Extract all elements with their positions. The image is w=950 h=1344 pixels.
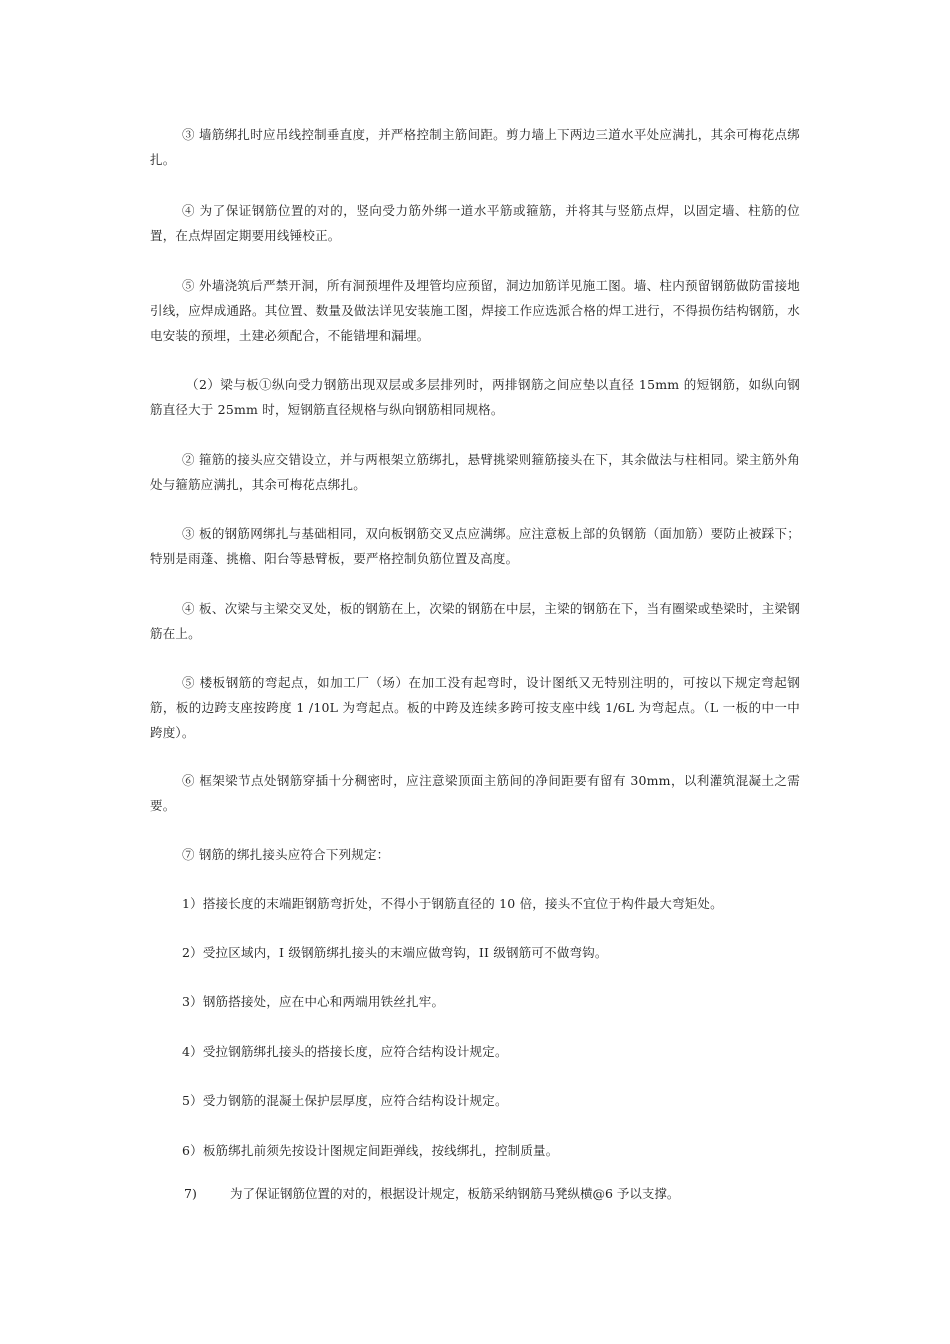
paragraph-slab-bend-points: ⑤ 楼板钢筋的弯起点，如加工厂（场）在加工没有起弯时，设计图纸又无特别注明的，可按以下规定弯起钢筋，板的边跨支座按跨度 1 /10L 为弯起点。板的中跨及连续多跨可按支座中线 1/6L 为弯起点。（L 一板的中一中跨度）。 (150, 675, 800, 740)
list-item-7 (184, 1181, 679, 1206)
list-item-3: 3）钢筋搭接处，应在中心和两端用铁丝扎牢。 (182, 994, 445, 1009)
paragraph-binding-joint-rules: ⑦ 钢筋的绑扎接头应符合下列规定： (182, 847, 390, 862)
list-item-1: 1）搭接长度的末端距钢筋弯折处，不得小于钢筋直径的 10 倍，接头不宜位于构件最大弯矩处。 (182, 896, 723, 911)
paragraph-beam-slab-longitudinal: （2）梁与板①纵向受力钢筋出现双层或多层排列时，两排钢筋之间应垫以直径 15mm 的短钢筋，如纵向钢筋直径大于 25mm 时，短钢筋直径规格与纵向钢筋相同规格。 (150, 377, 800, 417)
list-item-2: 2）受拉区域内，I 级钢筋绑扎接头的末端应做弯钩，II 级钢筋可不做弯钩。 (182, 945, 608, 960)
paragraph-wall-rebar-binding: ③ 墙筋绑扎时应吊线控制垂直度，并严格控制主筋间距。剪力墙上下两边三道水平处应满扎，其余可梅花点绑扎。 (150, 127, 800, 167)
list-item-4: 4）受拉钢筋绑扎接头的搭接长度，应符合结构设计规定。 (182, 1044, 508, 1059)
paragraph-external-wall-openings: ⑤ 外墙浇筑后严禁开洞，所有洞预埋件及埋管均应预留，洞边加筋详见施工图。墙、柱内预留钢筋做防雷接地引线，应焊成通路。其位置、数量及做法详见安装施工图，焊接工作应选派合格的焊工进行，不得损伤结构钢筋，水电安装的预埋，土建必须配合，不能错埋和漏埋。 (150, 278, 800, 343)
list-item-7-number: 7) (184, 1186, 197, 1201)
list-item-6: 6）板筋绑扎前须先按设计图规定间距弹线，按线绑扎，控制质量。 (182, 1143, 559, 1158)
list-item-5: 5）受力钢筋的混凝土保护层厚度，应符合结构设计规定。 (182, 1093, 508, 1108)
paragraph-slab-beam-intersection: ④ 板、次梁与主梁交叉处，板的钢筋在上，次梁的钢筋在中层，主梁的钢筋在下，当有圈梁或垫梁时，主梁钢筋在上。 (150, 601, 800, 641)
paragraph-beam-node-spacing: ⑥ 框架梁节点处钢筋穿插十分稠密时，应注意梁顶面主筋间的净间距要有留有 30mm，以利灌筑混凝土之需要。 (150, 773, 800, 813)
paragraph-slab-rebar-mesh: ③ 板的钢筋网绑扎与基础相同，双向板钢筋交叉点应满绑。应注意板上部的负钢筋（面加筋）要防止被踩下；特别是雨蓬、挑檐、阳台等悬臂板，要严格控制负筋位置及高度。 (150, 526, 800, 566)
paragraph-rebar-position-welding: ④ 为了保证钢筋位置的对的，竖向受力筋外绑一道水平筋或箍筋，并将其与竖筋点焊，以固定墙、柱筋的位置，在点焊固定期要用线锤校正。 (150, 203, 800, 243)
list-item-7-text: 为了保证钢筋位置的对的，根据设计规定，板筋采纳钢筋马凳纵横@6 予以支撑。 (230, 1186, 680, 1201)
paragraph-stirrup-joints: ② 箍筋的接头应交错设立，并与两根架立筋绑扎，悬臂挑梁则箍筋接头在下，其余做法与柱相同。梁主筋外角处与箍筋应满扎，其余可梅花点绑扎。 (150, 452, 800, 492)
